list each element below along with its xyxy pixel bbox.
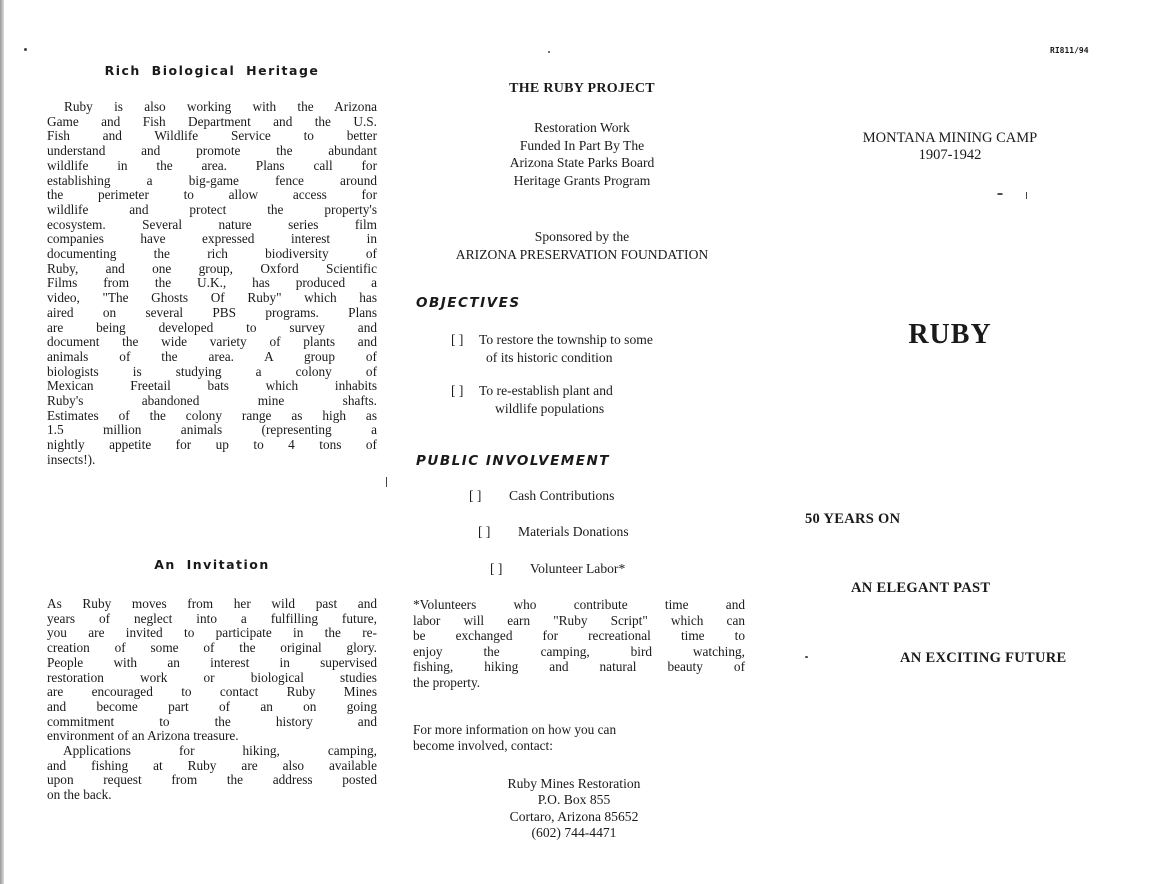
checkbox-mark: [ ] — [451, 383, 464, 398]
contact-line: Cortaro, Arizona 85652 — [509, 808, 639, 824]
note-line: fishing, hiking and natural beauty of — [413, 659, 745, 674]
para-line: Ruby's abandoned mine shafts. — [47, 393, 377, 409]
para-line: establishing a big-game fence around — [47, 172, 377, 188]
para-line: and fishing at Ruby are also available — [47, 757, 377, 773]
sponsor-name: ARIZONA PRESERVATION FOUNDATION — [455, 246, 709, 262]
checkbox-mark: [ ] — [469, 488, 482, 503]
involvement-item-volunteer — [490, 560, 625, 578]
para-line: upon request from the address posted — [47, 772, 377, 788]
para-line: aired on several PBS programs. Plans — [47, 304, 377, 320]
para-line: environment of an Arizona treasure. — [47, 728, 239, 744]
involvement-label: Volunteer Labor* — [530, 561, 626, 576]
para-line: understand and promote the abundant — [47, 143, 377, 159]
invitation-paragraph — [47, 597, 377, 803]
involvement-item-materials — [478, 523, 629, 541]
note-line: be exchanged for recreational time to — [413, 628, 745, 643]
camp-header — [830, 130, 1070, 164]
involvement-item-cash — [469, 487, 614, 505]
volunteer-note — [413, 597, 745, 690]
tagline-50-years: 50 YEARS ON — [805, 511, 901, 527]
funding-line: Heritage Grants Program — [513, 172, 651, 188]
para-line: you are invited to participate in the re- — [47, 625, 377, 641]
objective-text: wildlife populations — [495, 400, 605, 416]
para-line: Applications for hiking, camping, — [63, 743, 377, 759]
objectives-heading: OBJECTIVES — [416, 295, 521, 311]
para-line: biologists is studying a colony of — [47, 363, 377, 379]
objective-1 — [451, 331, 761, 366]
para-line: Estimates of the colony range as high as — [47, 407, 377, 423]
note-line: *Volunteers who contribute time and — [413, 597, 745, 612]
checkbox-mark: [ ] — [478, 524, 491, 539]
contact-line: Ruby Mines Restoration — [507, 776, 641, 791]
para-line: Ruby, and one group, Oxford Scientific — [47, 260, 377, 276]
para-line: Mexican Freetail bats which inhabits — [47, 378, 377, 394]
funding-line: Arizona State Parks Board — [509, 155, 655, 170]
contact-line: (602) 744-4471 — [531, 824, 617, 840]
para-line: Films from the U.K., has produced a — [47, 275, 377, 291]
para-line: documenting the rich biodiversity of — [47, 246, 377, 262]
ruby-project-title: THE RUBY PROJECT — [509, 81, 655, 96]
para-line: commitment to the history and — [47, 713, 377, 729]
scan-speck — [548, 51, 550, 53]
objective-text: To re-establish plant and — [479, 383, 613, 398]
more-info-line: become involved, contact: — [413, 738, 553, 753]
scan-speck — [805, 656, 808, 658]
note-line: labor will earn "Ruby Script" which can — [413, 612, 745, 628]
objective-2 — [451, 382, 761, 417]
para-line: are being developed to survey and — [47, 319, 377, 335]
para-line: insects!). — [47, 451, 96, 467]
para-line: document the wide variety of plants and — [47, 334, 377, 350]
checkbox-mark: [ ] — [451, 332, 464, 347]
note-line: enjoy the camping, bird watching, — [413, 643, 745, 659]
funding-block — [452, 119, 712, 189]
biological-heritage-paragraph — [47, 100, 377, 468]
para-line: and become part of an on going — [47, 698, 377, 714]
para-line: ecosystem. Several nature series film — [47, 216, 377, 232]
funding-line: Restoration Work — [534, 120, 630, 135]
para-line: years of neglect into a fulfilling future, — [47, 610, 377, 626]
document-code: RI811/94 — [1050, 46, 1089, 55]
scan-speck — [24, 48, 27, 51]
para-line: companies have expressed interest in — [47, 231, 377, 247]
para-line: Ruby is also working with the Arizona — [64, 99, 377, 114]
contact-line: P.O. Box 855 — [537, 792, 611, 808]
sponsor-label: Sponsored by the — [534, 229, 630, 244]
para-line: People with an interest in supervised — [47, 654, 377, 670]
more-info — [413, 722, 745, 754]
para-line: Game and Fish Department and the U.S. — [47, 113, 377, 129]
scan-speck — [997, 193, 1003, 195]
invitation-heading: An Invitation — [154, 557, 270, 572]
heritage-heading: Rich Biological Heritage — [104, 63, 320, 78]
note-line: the property. — [413, 674, 481, 690]
para-line: wildlife in the area. Plans call for — [47, 157, 377, 173]
ruby-title: RUBY — [908, 319, 992, 350]
tagline-exciting-future: AN EXCITING FUTURE — [900, 650, 1067, 666]
sponsor-block — [400, 228, 764, 263]
involvement-label: Materials Donations — [518, 524, 629, 539]
tagline-elegant-past: AN ELEGANT PAST — [851, 580, 991, 596]
para-line: animals of the area. A group of — [47, 348, 377, 364]
para-line: nightly appetite for up to 4 tons of — [47, 437, 377, 453]
objective-text: To restore the township to some — [479, 332, 653, 347]
checkbox-mark: [ ] — [490, 561, 503, 576]
more-info-line: For more information on how you can — [413, 722, 617, 737]
para-line: Fish and Wildlife Service to better — [47, 128, 377, 144]
para-line: the perimeter to allow access for — [47, 187, 377, 203]
scan-edge — [0, 0, 4, 884]
contact-address — [466, 776, 682, 841]
camp-name: MONTANA MINING CAMP — [862, 130, 1038, 146]
para-line: are encouraged to contact Ruby Mines — [47, 684, 377, 700]
para-line: wildlife and protect the property's — [47, 201, 377, 217]
para-line: creation of some of the original glory. — [47, 640, 377, 656]
para-line: 1.5 million animals (representing a — [47, 422, 377, 438]
involvement-label: Cash Contributions — [509, 488, 615, 503]
para-line: restoration work or biological studies — [47, 669, 377, 685]
public-involvement-heading: PUBLIC INVOLVEMENT — [416, 453, 610, 469]
para-line: video, "The Ghosts Of Ruby" which has — [47, 290, 377, 306]
camp-years: 1907-1942 — [918, 147, 982, 163]
funding-line: Funded In Part By The — [519, 137, 645, 153]
scan-speck — [1026, 192, 1027, 199]
para-line: on the back. — [47, 787, 112, 803]
para-line: As Ruby moves from her wild past and — [47, 596, 377, 611]
objective-text: of its historic condition — [486, 349, 613, 365]
scan-speck — [386, 477, 387, 487]
